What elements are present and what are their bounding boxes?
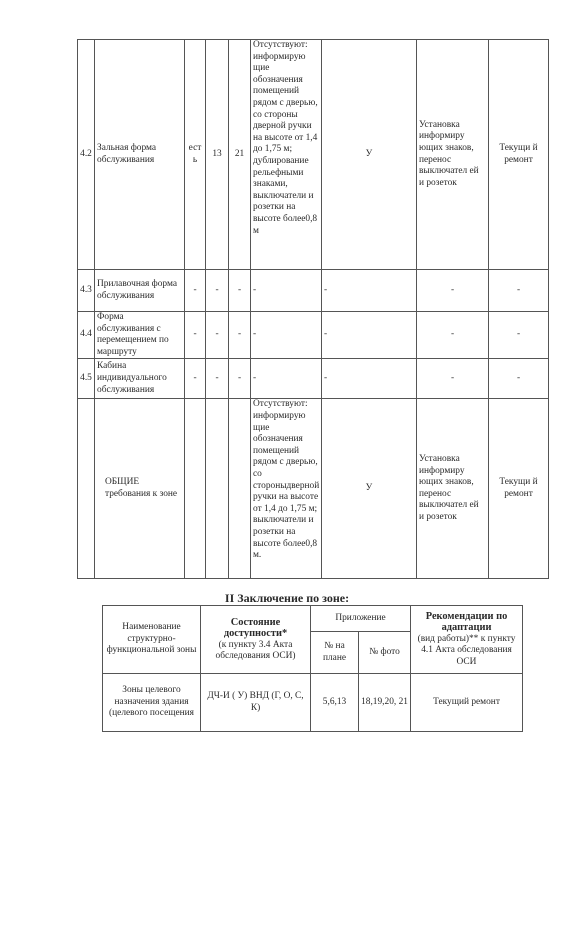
row-number: 4.3: [78, 270, 95, 312]
row-state: -: [322, 359, 417, 399]
table-row: [78, 399, 549, 579]
zone-conclusion-table: [102, 605, 523, 732]
header-plan-number: № на плане: [311, 632, 359, 674]
header-rec-title: Рекомендации по адаптации: [425, 610, 508, 634]
cell-photo: 18,19,20, 21: [359, 674, 411, 732]
row-work: Текущи й ремонт: [489, 399, 549, 579]
header-recommendations: [411, 606, 523, 674]
row-state: У: [322, 40, 417, 270]
row-state: -: [322, 270, 417, 312]
table-row: [78, 270, 549, 312]
row-note: -: [251, 312, 322, 359]
row-number: 4.2: [78, 40, 95, 270]
row-plan: -: [206, 312, 229, 359]
row-photo: -: [229, 270, 251, 312]
row-photo: 21: [229, 40, 251, 270]
row-work: Текущи й ремонт: [489, 40, 549, 270]
table-row: [103, 674, 523, 732]
header-state-note: (к пункту 3.4 Акта обследования ОСИ): [215, 639, 296, 661]
row-plan: [206, 399, 229, 579]
cell-zone-name: Зоны целевого назначения здания (целевого посещения: [103, 674, 201, 732]
row-plan: -: [206, 359, 229, 399]
section-title: II Заключение по зоне:: [224, 591, 350, 605]
cell-state: ДЧ-И ( У) ВНД (Г, О, С, К): [201, 674, 311, 732]
row-recommendation: -: [417, 359, 489, 399]
row-plan: -: [206, 270, 229, 312]
table-row: [78, 359, 549, 399]
row-name: ОБЩИЕ требования к зоне: [95, 399, 185, 579]
zone-requirements-table: [77, 39, 549, 579]
row-note: -: [251, 359, 322, 399]
row-name: Форма обслуживания с перемещением по маршруту: [95, 312, 185, 359]
row-number: 4.5: [78, 359, 95, 399]
row-state: -: [322, 312, 417, 359]
row-number: 4.4: [78, 312, 95, 359]
row-recommendation: -: [417, 270, 489, 312]
row-note: Отсутствуют: информирую щие обозначения помещений рядом с дверью, со стороны дверной ручки на высоте от 1,4 до 1,75 м; дублирование рельефными знаками, выключатели и розетки на высоте более0,8 м: [251, 40, 322, 270]
header-zone-name: Наименование структурно-функциональной зоны: [103, 606, 201, 674]
header-photo-number: № фото: [359, 632, 411, 674]
header-appendix: Приложение: [311, 606, 411, 632]
header-state-title: Состояние доступности*: [223, 616, 288, 639]
row-work: -: [489, 359, 549, 399]
cell-recommendation: Текущий ремонт: [411, 674, 523, 732]
row-photo: -: [229, 312, 251, 359]
row-photo: -: [229, 359, 251, 399]
cell-plan: 5,6,13: [311, 674, 359, 732]
row-work: -: [489, 270, 549, 312]
header-row: [103, 606, 523, 632]
row-name: Кабина индивидуального обслуживания: [95, 359, 185, 399]
row-name: Зальная форма обслуживания: [95, 40, 185, 270]
table-row: [78, 40, 549, 270]
row-name: Прилавочная форма обслуживания: [95, 270, 185, 312]
row-presence: -: [185, 359, 206, 399]
row-note: -: [251, 270, 322, 312]
row-recommendation: Установка информиру ющих знаков, перенос выключател ей и розеток: [417, 399, 489, 579]
header-state: [201, 606, 311, 674]
row-work: -: [489, 312, 549, 359]
row-recommendation: -: [417, 312, 489, 359]
row-number: [78, 399, 95, 579]
row-plan: 13: [206, 40, 229, 270]
row-presence: -: [185, 270, 206, 312]
table-row: [78, 312, 549, 359]
header-rec-note: (вид работы)** к пункту 4.1 Акта обследования ОСИ: [417, 633, 516, 667]
row-note: Отсутствуют: информирую щие обозначения помещений рядом с дверью, со стороныдверной ручки на высоте от 1,4 до 1,75 м; выключатели и розетки на высоте более0,8 м.: [251, 399, 322, 579]
row-presence: -: [185, 312, 206, 359]
row-presence: [185, 399, 206, 579]
row-state: У: [322, 399, 417, 579]
row-photo: [229, 399, 251, 579]
row-recommendation: Установка информиру ющих знаков, перенос выключател ей и розеток: [417, 40, 489, 270]
row-presence: ест ь: [185, 40, 206, 270]
